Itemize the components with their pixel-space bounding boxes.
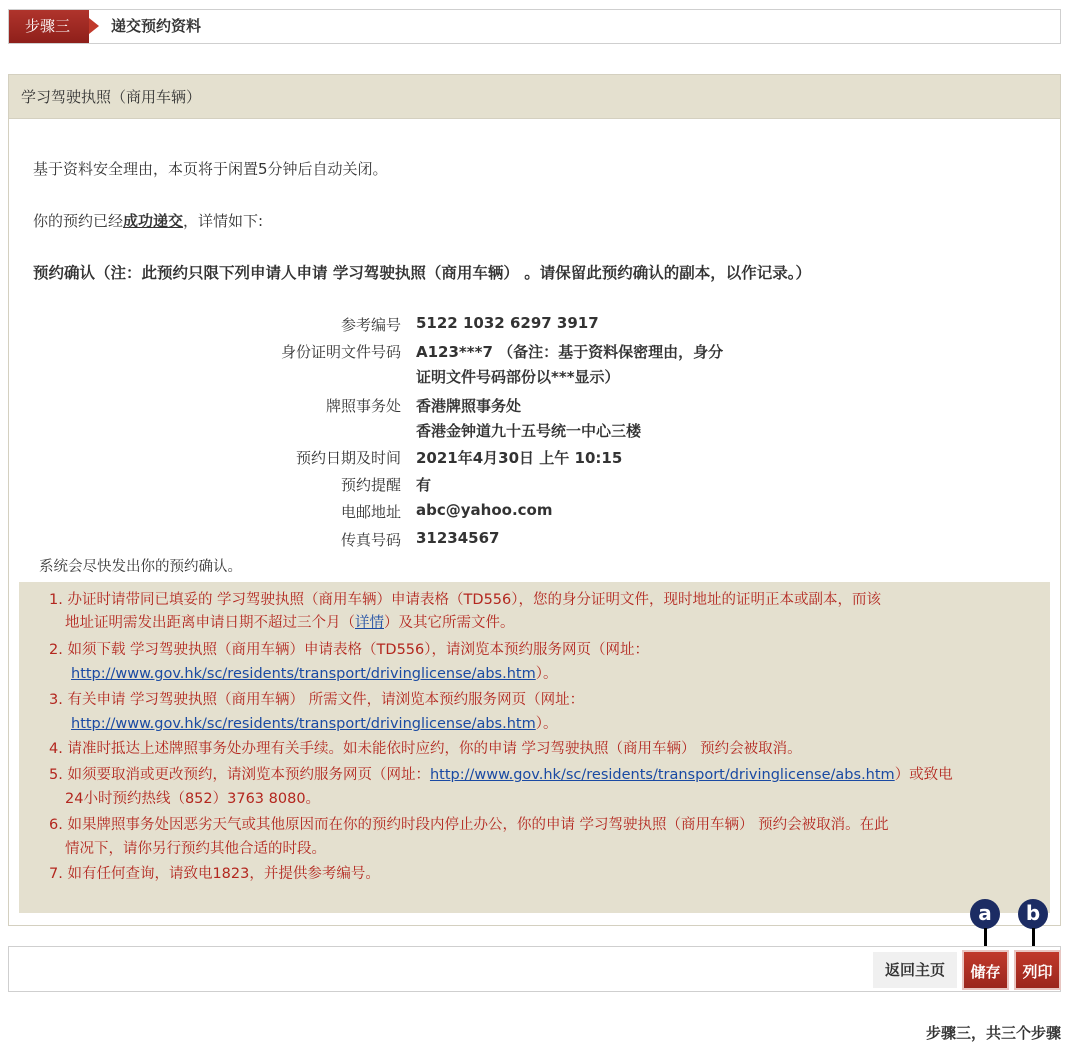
abs-link[interactable]: http://www.gov.hk/sc/residents/transport/drivinglicense/abs.htm (71, 666, 536, 682)
note-2-line2 (71, 662, 557, 683)
print-button[interactable]: 列印 (1014, 950, 1061, 990)
note-1-line2 (65, 611, 515, 632)
ref-value: 5122 1032 6297 3917 (416, 314, 599, 332)
note-5-line1 (49, 763, 953, 784)
note-3-line2 (71, 712, 557, 733)
reminder-value: 有 (416, 476, 432, 494)
submitted-prefix: 你的预约已经 (33, 212, 124, 230)
email-label: 电邮地址 (340, 503, 401, 521)
abs-link[interactable]: http://www.gov.hk/sc/residents/transport/drivinglicense/abs.htm (429, 767, 895, 783)
note-1-text: 地址证明需发出距离申请日期不超过三个月（ (65, 615, 355, 631)
action-bar (8, 946, 1061, 992)
save-button[interactable]: 储存 (962, 950, 1009, 990)
submitted-suffix: ，详情如下: (183, 212, 264, 230)
marker-b: b (1018, 899, 1048, 929)
fax-value: 31234567 (416, 529, 500, 547)
reminder-label: 预约提醒 (340, 476, 401, 494)
id-value-line2: 证明文件号码部份以***显示） (416, 368, 620, 386)
step-badge: 步骤三 (9, 10, 89, 43)
note-7: 7. 如有任何查询，请致电1823，并提供参考编号。 (49, 866, 380, 882)
note-2-suffix: ）。 (535, 666, 558, 682)
note-1-line1: 1. 办证时请带同已填妥的 学习驾驶执照（商用车辆）申请表格（TD556），您的身分证明文件，现时地址的证明正本或副本，而该 (49, 592, 881, 608)
note-4: 4. 请准时抵达上述牌照事务处办理有关手续。如未能依时应约，你的申请 学习驾驶执照（商用车辆） 预约会被取消。 (49, 741, 802, 757)
id-value-line1: A123***7 （备注：基于资料保密理由，身分 (416, 343, 724, 361)
notes-box (19, 582, 1050, 913)
confirmation-title: 预约确认（注：此预约只限下列申请人申请 学习驾驶执照（商用车辆） 。请保留此预约确认的副本，以作记录。） (33, 264, 812, 282)
note-5-prefix: 5. 如须要取消或更改预约，请浏览本预约服务网页（网址： (49, 767, 430, 783)
auto-close-notice: 基于资料安全理由，本页将于闲置5分钟后自动关闭。 (33, 160, 388, 178)
system-notice: 系统会尽快发出你的预约确认。 (39, 559, 242, 575)
note-5-suffix: ）或致电 (894, 767, 953, 783)
submitted-message (33, 210, 263, 231)
home-button[interactable]: 返回主页 (873, 952, 957, 988)
note-2-line1: 2. 如须下载 学习驾驶执照（商用车辆）申请表格（TD556），请浏览本预约服务网页（网址： (49, 642, 649, 658)
note-3-suffix: ）。 (535, 716, 558, 732)
id-label: 身份证明文件号码 (280, 343, 401, 361)
fax-label: 传真号码 (340, 531, 401, 549)
step-indicator: 步骤三，共三个步骤 (925, 1024, 1061, 1042)
confirmation-panel (8, 74, 1061, 926)
ref-label: 参考编号 (340, 316, 401, 334)
step-bar (8, 9, 1061, 44)
note-1-suffix: ）及其它所需文件。 (384, 615, 515, 631)
step-title: 递交预约资料 (111, 17, 202, 35)
office-value-line2: 香港金钟道九十五号统一中心三楼 (416, 422, 642, 440)
details-link[interactable]: 详情 (355, 615, 384, 631)
note-6-line2: 情况下，请你另行预约其他合适的时段。 (65, 841, 326, 857)
abs-link[interactable]: http://www.gov.hk/sc/residents/transport/drivinglicense/abs.htm (71, 716, 536, 732)
datetime-label: 预约日期及时间 (295, 449, 401, 467)
office-label: 牌照事务处 (325, 397, 401, 415)
email-value: abc@yahoo.com (416, 501, 553, 519)
triangle-right-icon (89, 18, 99, 34)
arrow-down-icon (984, 928, 987, 948)
arrow-down-icon (1032, 928, 1035, 948)
marker-a: a (970, 899, 1000, 929)
office-value-line1: 香港牌照事务处 (416, 397, 522, 415)
note-5-line2: 24小时预约热线（852）3763 8080。 (65, 791, 321, 807)
submitted-status: 成功递交 (123, 212, 184, 230)
note-6-line1: 6. 如果牌照事务处因恶劣天气或其他原因而在你的预约时段内停止办公，你的申请 学习驾驶执照（商用车辆） 预约会被取消。在此 (49, 817, 889, 833)
panel-header: 学习驾驶执照（商用车辆） (9, 75, 1060, 119)
datetime-value: 2021年4月30日 上午 10:15 (416, 449, 623, 467)
note-3-line1: 3. 有关申请 学习驾驶执照（商用车辆） 所需文件，请浏览本预约服务网页（网址： (49, 692, 585, 708)
